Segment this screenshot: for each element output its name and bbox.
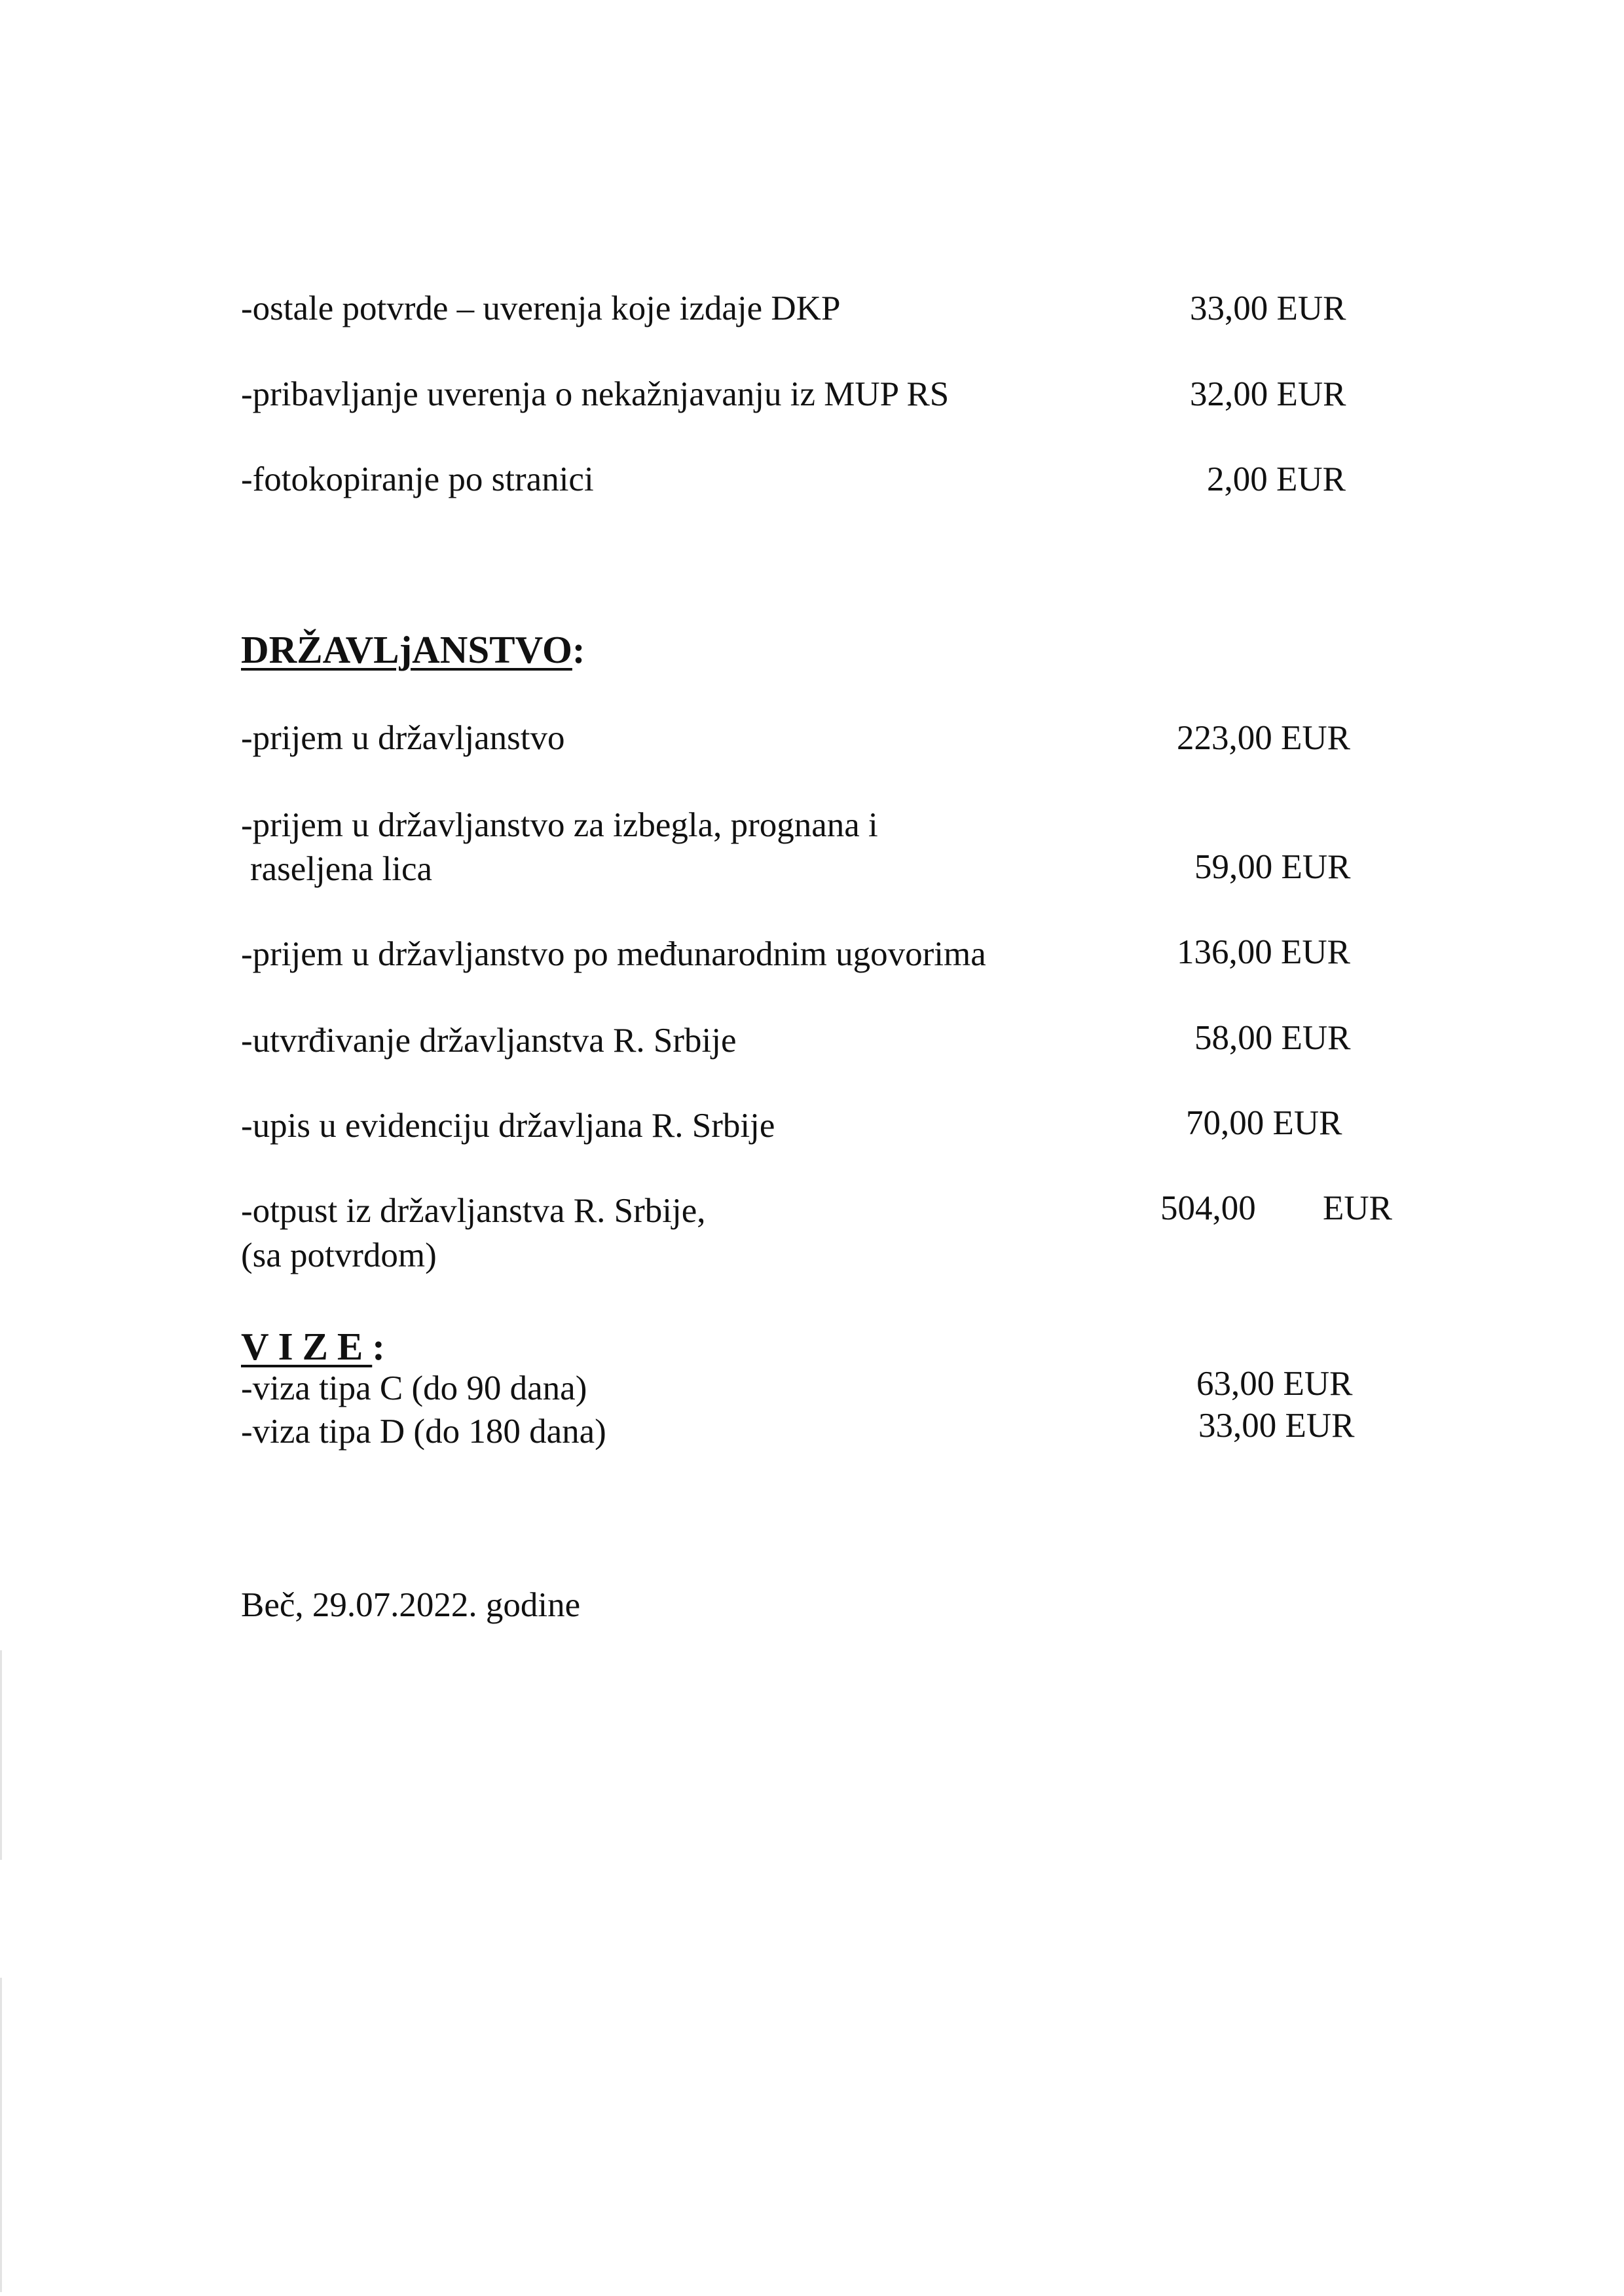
fee-amount-visa-c: 63,00 EUR (1196, 1365, 1353, 1403)
visas-heading-colon: : (372, 1325, 385, 1368)
fee-label-visa-c: -viza tipa C (do 90 dana) (241, 1369, 587, 1407)
fee-label-other-certificates: -ostale potvrde – uverenja koje izdaje DKP (241, 289, 841, 327)
fee-label-visa-d: -viza tipa D (do 180 dana) (241, 1413, 606, 1451)
fee-amount-criminal-record: 32,00 EUR (1190, 375, 1346, 413)
citizenship-heading-colon: : (572, 628, 585, 671)
scan-edge-mark (0, 1650, 2, 1860)
fee-label-citizenship-refugees-line2: raseljena lica (250, 850, 433, 888)
fee-amount-citizenship-determination: 58,00 EUR (1194, 1019, 1351, 1057)
fee-label-citizen-registry: -upis u evidenciju državljana R. Srbije (241, 1107, 775, 1145)
place-and-date: Beč, 29.07.2022. godine (241, 1586, 581, 1624)
fee-label-citizenship-refugees: -prijem u državljanstvo za izbegla, prognana i (241, 806, 878, 844)
fee-amount-citizenship-refugees: 59,00 EUR (1194, 848, 1351, 886)
fee-label-citizenship-international: -prijem u državljanstvo po međunarodnim ugovorima (241, 935, 986, 973)
visas-heading-text: VIZE (241, 1325, 373, 1368)
fee-amount-citizenship-release-currency: EUR (1323, 1189, 1392, 1227)
section-heading-citizenship (241, 627, 585, 673)
fee-amount-citizenship-international: 136,00 EUR (1177, 933, 1350, 971)
citizenship-heading-text: DRŽAVLjANSTVO (241, 628, 572, 671)
fee-amount-citizenship-admission: 223,00 EUR (1177, 719, 1350, 757)
fee-label-citizenship-release: -otpust iz državljanstva R. Srbije, (241, 1192, 706, 1230)
fee-amount-photocopy: 2,00 EUR (1207, 460, 1346, 498)
fee-label-photocopy: -fotokopiranje po stranici (241, 460, 594, 498)
fee-label-criminal-record: -pribavljanje uverenja o nekažnjavanju iz MUP RS (241, 375, 950, 413)
scan-edge-mark (0, 1978, 2, 2292)
fee-amount-citizen-registry: 70,00 EUR (1186, 1104, 1342, 1142)
fee-label-citizenship-release-line2: (sa potvrdom) (241, 1236, 437, 1274)
fee-amount-other-certificates: 33,00 EUR (1190, 289, 1346, 327)
fee-label-citizenship-determination: -utvrđivanje državljanstva R. Srbije (241, 1022, 737, 1060)
fee-amount-citizenship-release-value: 504,00 (1160, 1189, 1256, 1227)
fee-amount-visa-d: 33,00 EUR (1198, 1407, 1355, 1445)
fee-label-citizenship-admission: -prijem u državljanstvo (241, 719, 565, 757)
section-heading-visas (241, 1324, 385, 1369)
